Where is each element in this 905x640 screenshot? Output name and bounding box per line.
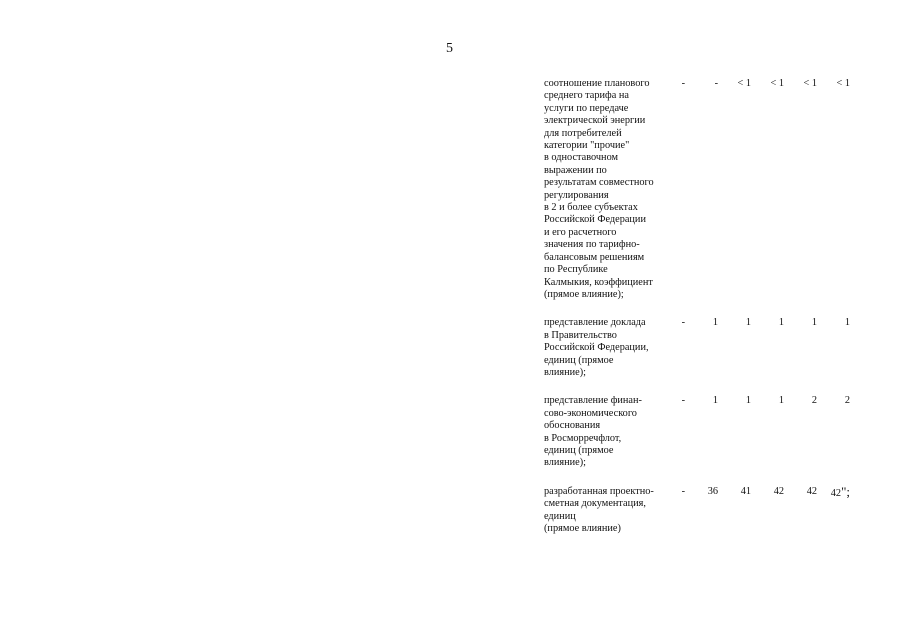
page-number: 5: [446, 41, 453, 56]
indicator-value: -: [681, 317, 685, 329]
table-row: [544, 317, 850, 395]
indicator-value: 1: [811, 317, 817, 329]
table-row: [544, 486, 850, 552]
indicator-value: 2: [811, 395, 817, 407]
indicator-value: -: [681, 395, 685, 407]
indicator-value: 1: [778, 395, 784, 407]
table-row: [544, 78, 850, 317]
indicator-value: < 1: [836, 78, 850, 89]
indicator-value: 42: [806, 485, 817, 497]
indicator-value: < 1: [737, 78, 751, 89]
indicator-value: -: [681, 485, 685, 497]
indicator-value: 42: [830, 487, 842, 499]
indicator-value: 2: [844, 395, 850, 407]
indicator-description: представление доклада в Правительство Российской Федерации, единиц (прямое влияние);: [544, 317, 649, 378]
indicator-value: 1: [745, 395, 751, 407]
indicator-value: -: [681, 78, 685, 89]
indicator-value-last: [817, 483, 850, 552]
closing-quote-suffix: ";: [841, 483, 850, 499]
indicator-value: 42: [773, 485, 784, 497]
indicator-value: 1: [745, 317, 751, 329]
indicator-value: -: [714, 78, 718, 89]
indicator-value: < 1: [803, 78, 817, 89]
indicator-value: 36: [707, 485, 718, 497]
indicator-table: [544, 78, 850, 551]
indicator-value: 1: [844, 317, 850, 329]
indicator-description: разработанная проектно- сметная документация, единиц (прямое влияние): [544, 485, 654, 534]
indicator-value: 1: [712, 395, 718, 407]
indicator-value: < 1: [770, 78, 784, 89]
indicator-description: соотношение планового среднего тарифа на услуги по передаче электрической энергии для потребителей категории "прочие" в одноставочном выражении по результатам совместного регулирования в 2 и более субъектах Российской Федерации и его расчетного значения по тарифно- балансовым решениям по Республике Калмыкия, коэффициент (прямое влияние);: [544, 78, 654, 300]
indicator-description: представление финан- сово-экономического обоснования в Росморречфлот, единиц (прямое влияние);: [544, 395, 642, 469]
indicator-value: 1: [712, 317, 718, 329]
indicator-value: 1: [778, 317, 784, 329]
indicator-value: 41: [740, 485, 751, 497]
table-row: [544, 395, 850, 485]
